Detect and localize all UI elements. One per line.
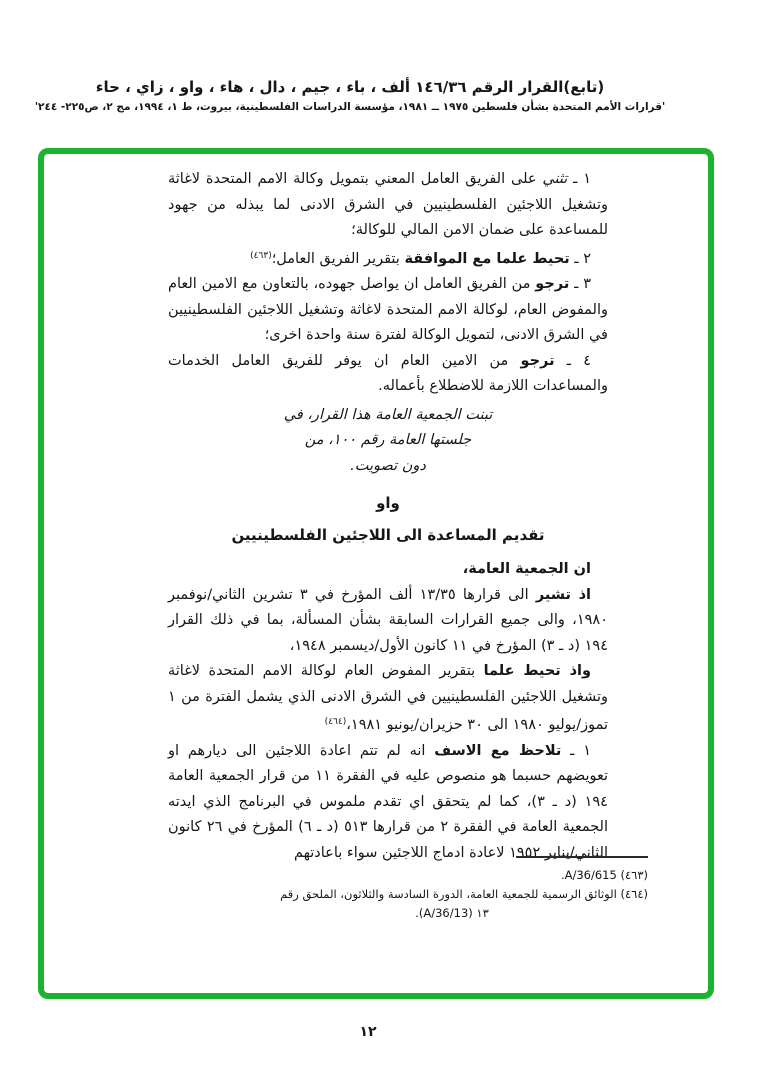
document-body: [168, 167, 608, 866]
adoption-note: [238, 403, 538, 480]
page-number: ١٢: [359, 1024, 377, 1040]
source-citation-line: 'قرارات الأمم المتحدة بشأن فلسطين ١٩٧٥ ــ ١٩٨١، مؤسسة الدراسات الفلسطينية، بيروت، ط ١، ١٩٩٤، مج ٢، ص٢٢٥- ٢٤٤': [34, 101, 666, 113]
text-line: تبنت الجمعية العامة هذا القرار، في: [283, 406, 493, 423]
operative-paragraphs-top: [168, 167, 608, 400]
text-line: (٤٦٤) الوثائق الرسمية للجمعية العامة، الدورة السادسة والثلاثون، الملحق رقم: [280, 887, 648, 901]
text-line: (٤٦٣) A/36/615.: [560, 868, 648, 882]
page-header: [24, 78, 676, 113]
body-paragraph: ٢ ـ تحيط علما مع الموافقة بتقرير الفريق العامل؛$^{(٤٦٣)}$: [250, 250, 591, 267]
text-line: ١٣ (A/36/13).: [415, 906, 489, 920]
resolution-continuation-title: (تابع)القرار الرقم ١٤٦/٣٦ ألف ، باء ، جيم ، دال ، هاء ، واو ، زاي ، حاء: [95, 78, 605, 96]
footnote-reference: (٤٦٣): [250, 250, 272, 261]
body-paragraph: ٤ ـ ترجو من الامين العام ان يوفر للفريق العامل الخدمات والمساعدات اللازمة للاضطلاع بأعماله.: [168, 352, 608, 394]
footnote-separator: [516, 856, 648, 858]
footnotes: [256, 856, 648, 923]
body-paragraph: ١ ـ تلاحظ مع الاسف انه لم تتم اعادة اللاجئين الى ديارهم او تعويضهم حسبما هو منصوص عليه في الفقرة ١١ من قرار الجمعية العامة ١٩٤ (د ـ ٣)، كما لم يتحقق اي تقدم ملموس في البرنامج الذي ايدته الجمعية العامة في الفقرة ٢ من قرارها ٥١٣ (د ـ ٦) المؤرخ في ٢٦ كانون الثاني/يناير ١٩٥٢ لاعادة ادماج اللاجئين سواء باعادتهم: [168, 742, 609, 861]
footnote-reference: (٤٦٤): [324, 717, 347, 727]
section-letter: واو: [376, 494, 400, 512]
text-line: جلستها العامة رقم ١٠٠، من: [304, 432, 472, 448]
body-paragraph: ١ ـ تثني على الفريق العامل المعني بتمويل وكالة الامم المتحدة لاغاثة وتشغيل اللاجئين الفلسطينيين في الشرق الادنى لما يبذله من جهود للمساعدة على ضمان الامن المالي للوكالة؛: [168, 171, 608, 238]
section-title: تقديم المساعدة الى اللاجئين الفلسطينيين: [231, 525, 545, 544]
text-line: دون تصويت.: [350, 457, 426, 474]
preamble-and-operative-paragraphs: [168, 557, 608, 866]
body-paragraph: اذ تشير الى قرارها ١٣/٣٥ ألف المؤرخ في ٣ تشرين الثاني/نوفمبر ١٩٨٠، والى جميع القرارات السابقة بشأن المسألة، بما في ذلك القرار ١٩٤ (د ـ ٣) المؤرخ في ١١ كانون الأول/ديسمبر ١٩٤٨،: [168, 586, 608, 654]
body-paragraph: ان الجمعية العامة،: [462, 561, 591, 577]
body-paragraph: واذ تحيط علما بتقرير المفوض العام لوكالة الامم المتحدة لاغاثة وتشغيل اللاجئين الفلسطينيين في الشرق الادنى الذي يشمل الفترة من ١ تموز/يوليو ١٩٨٠ الى ٣٠ حزيران/يونيو ١٩٨١،$^{(٤٦٤)}$: [168, 663, 608, 733]
footnote-lines: [256, 866, 648, 923]
body-paragraph: ٣ ـ ترجو من الفريق العامل ان يواصل جهوده، بالتعاون مع الامين العام والمفوض العام، لوكالة الامم المتحدة لاغاثة وتشغيل اللاجئين الفلسطينيين في الشرق الادنى، لتمويل الوكالة لفترة سنة واحدة اخرى؛: [168, 276, 608, 343]
